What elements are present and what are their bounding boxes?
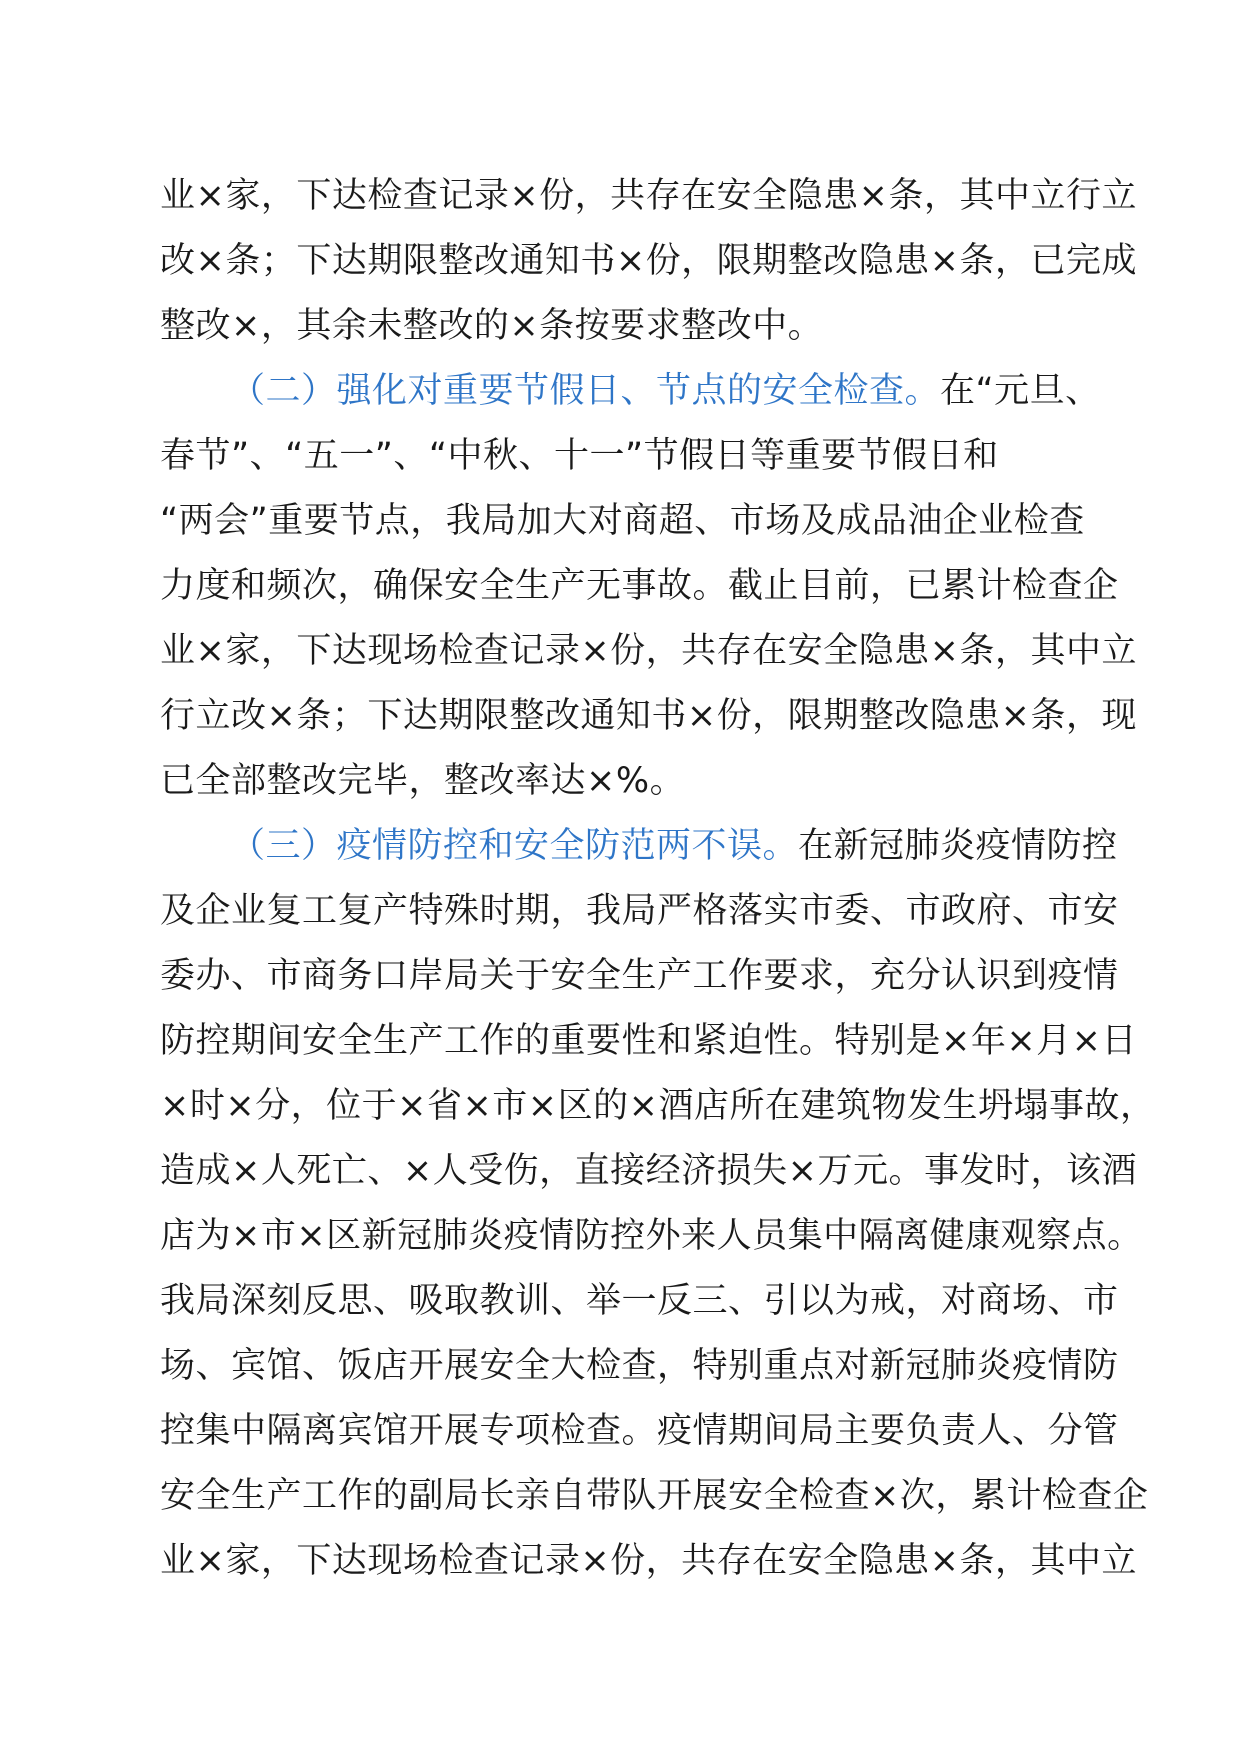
text-line: ×时×分，位于×省×市×区的×酒店所在建筑物发生坍塌事故， — [160, 1086, 1156, 1126]
text-line: 及企业复工复产特殊时期，我局严格落实市委、市政府、市安 — [160, 891, 1119, 931]
text-line: 安全生产工作的副局长亲自带队开展安全检查×次，累计检查企 — [160, 1476, 1149, 1516]
text-line: 委办、市商务口岸局关于安全生产工作要求，充分认识到疫情 — [160, 956, 1119, 996]
document-page — [160, 164, 1156, 1594]
text-line: 业×家，下达现场检查记录×份，共存在安全隐患×条，其中立 — [160, 1541, 1137, 1581]
text-line: 春节”、“五一”、“中秋、十一”节假日等重要节假日和 — [160, 436, 999, 476]
text-span: 在“元旦、 — [940, 371, 1101, 411]
text-line: 控集中隔离宾馆开展专项检查。疫情期间局主要负责人、分管 — [160, 1411, 1119, 1451]
section-heading: （二）强化对重要节假日、节点的安全检查。 — [230, 371, 941, 411]
text-line: “两会”重要节点，我局加大对商超、市场及成品油企业检查 — [160, 501, 1085, 541]
paragraph-first-line — [160, 814, 1120, 879]
paragraph-1 — [160, 164, 1137, 359]
text-line: 场、宾馆、饭店开展安全大检查，特别重点对新冠肺炎疫情防 — [160, 1346, 1119, 1386]
text-line: 店为×市×区新冠肺炎疫情防控外来人员集中隔离健康观察点。 — [160, 1216, 1143, 1256]
text-line: 整改×，其余未整改的×条按要求整改中。 — [160, 306, 824, 346]
text-line: 已全部整改完毕，整改率达×%。 — [160, 761, 686, 801]
text-line: 防控期间安全生产工作的重要性和紧迫性。特别是×年×月×日 — [160, 1021, 1137, 1061]
text-line: 行立改×条；下达期限整改通知书×份，限期整改隐患×条，现 — [160, 696, 1137, 736]
paragraph-3 — [160, 814, 1156, 1594]
text-span: 在新冠肺炎疫情防控 — [798, 826, 1118, 866]
text-line: 业×家，下达检查记录×份，共存在安全隐患×条，其中立行立 — [160, 176, 1137, 216]
section-heading: （三）疫情防控和安全防范两不误。 — [230, 826, 799, 866]
text-line: 造成×人死亡、×人受伤，直接经济损失×万元。事发时，该酒 — [160, 1151, 1137, 1191]
text-line: 力度和频次，确保安全生产无事故。截止目前，已累计检查企 — [160, 566, 1119, 606]
text-line: 我局深刻反思、吸取教训、举一反三、引以为戒，对商场、市 — [160, 1281, 1119, 1321]
text-line: 改×条；下达期限整改通知书×份，限期整改隐患×条，已完成 — [160, 241, 1137, 281]
paragraph-2 — [160, 359, 1137, 814]
paragraph-first-line — [160, 359, 1120, 424]
text-line: 业×家，下达现场检查记录×份，共存在安全隐患×条，其中立 — [160, 631, 1137, 671]
